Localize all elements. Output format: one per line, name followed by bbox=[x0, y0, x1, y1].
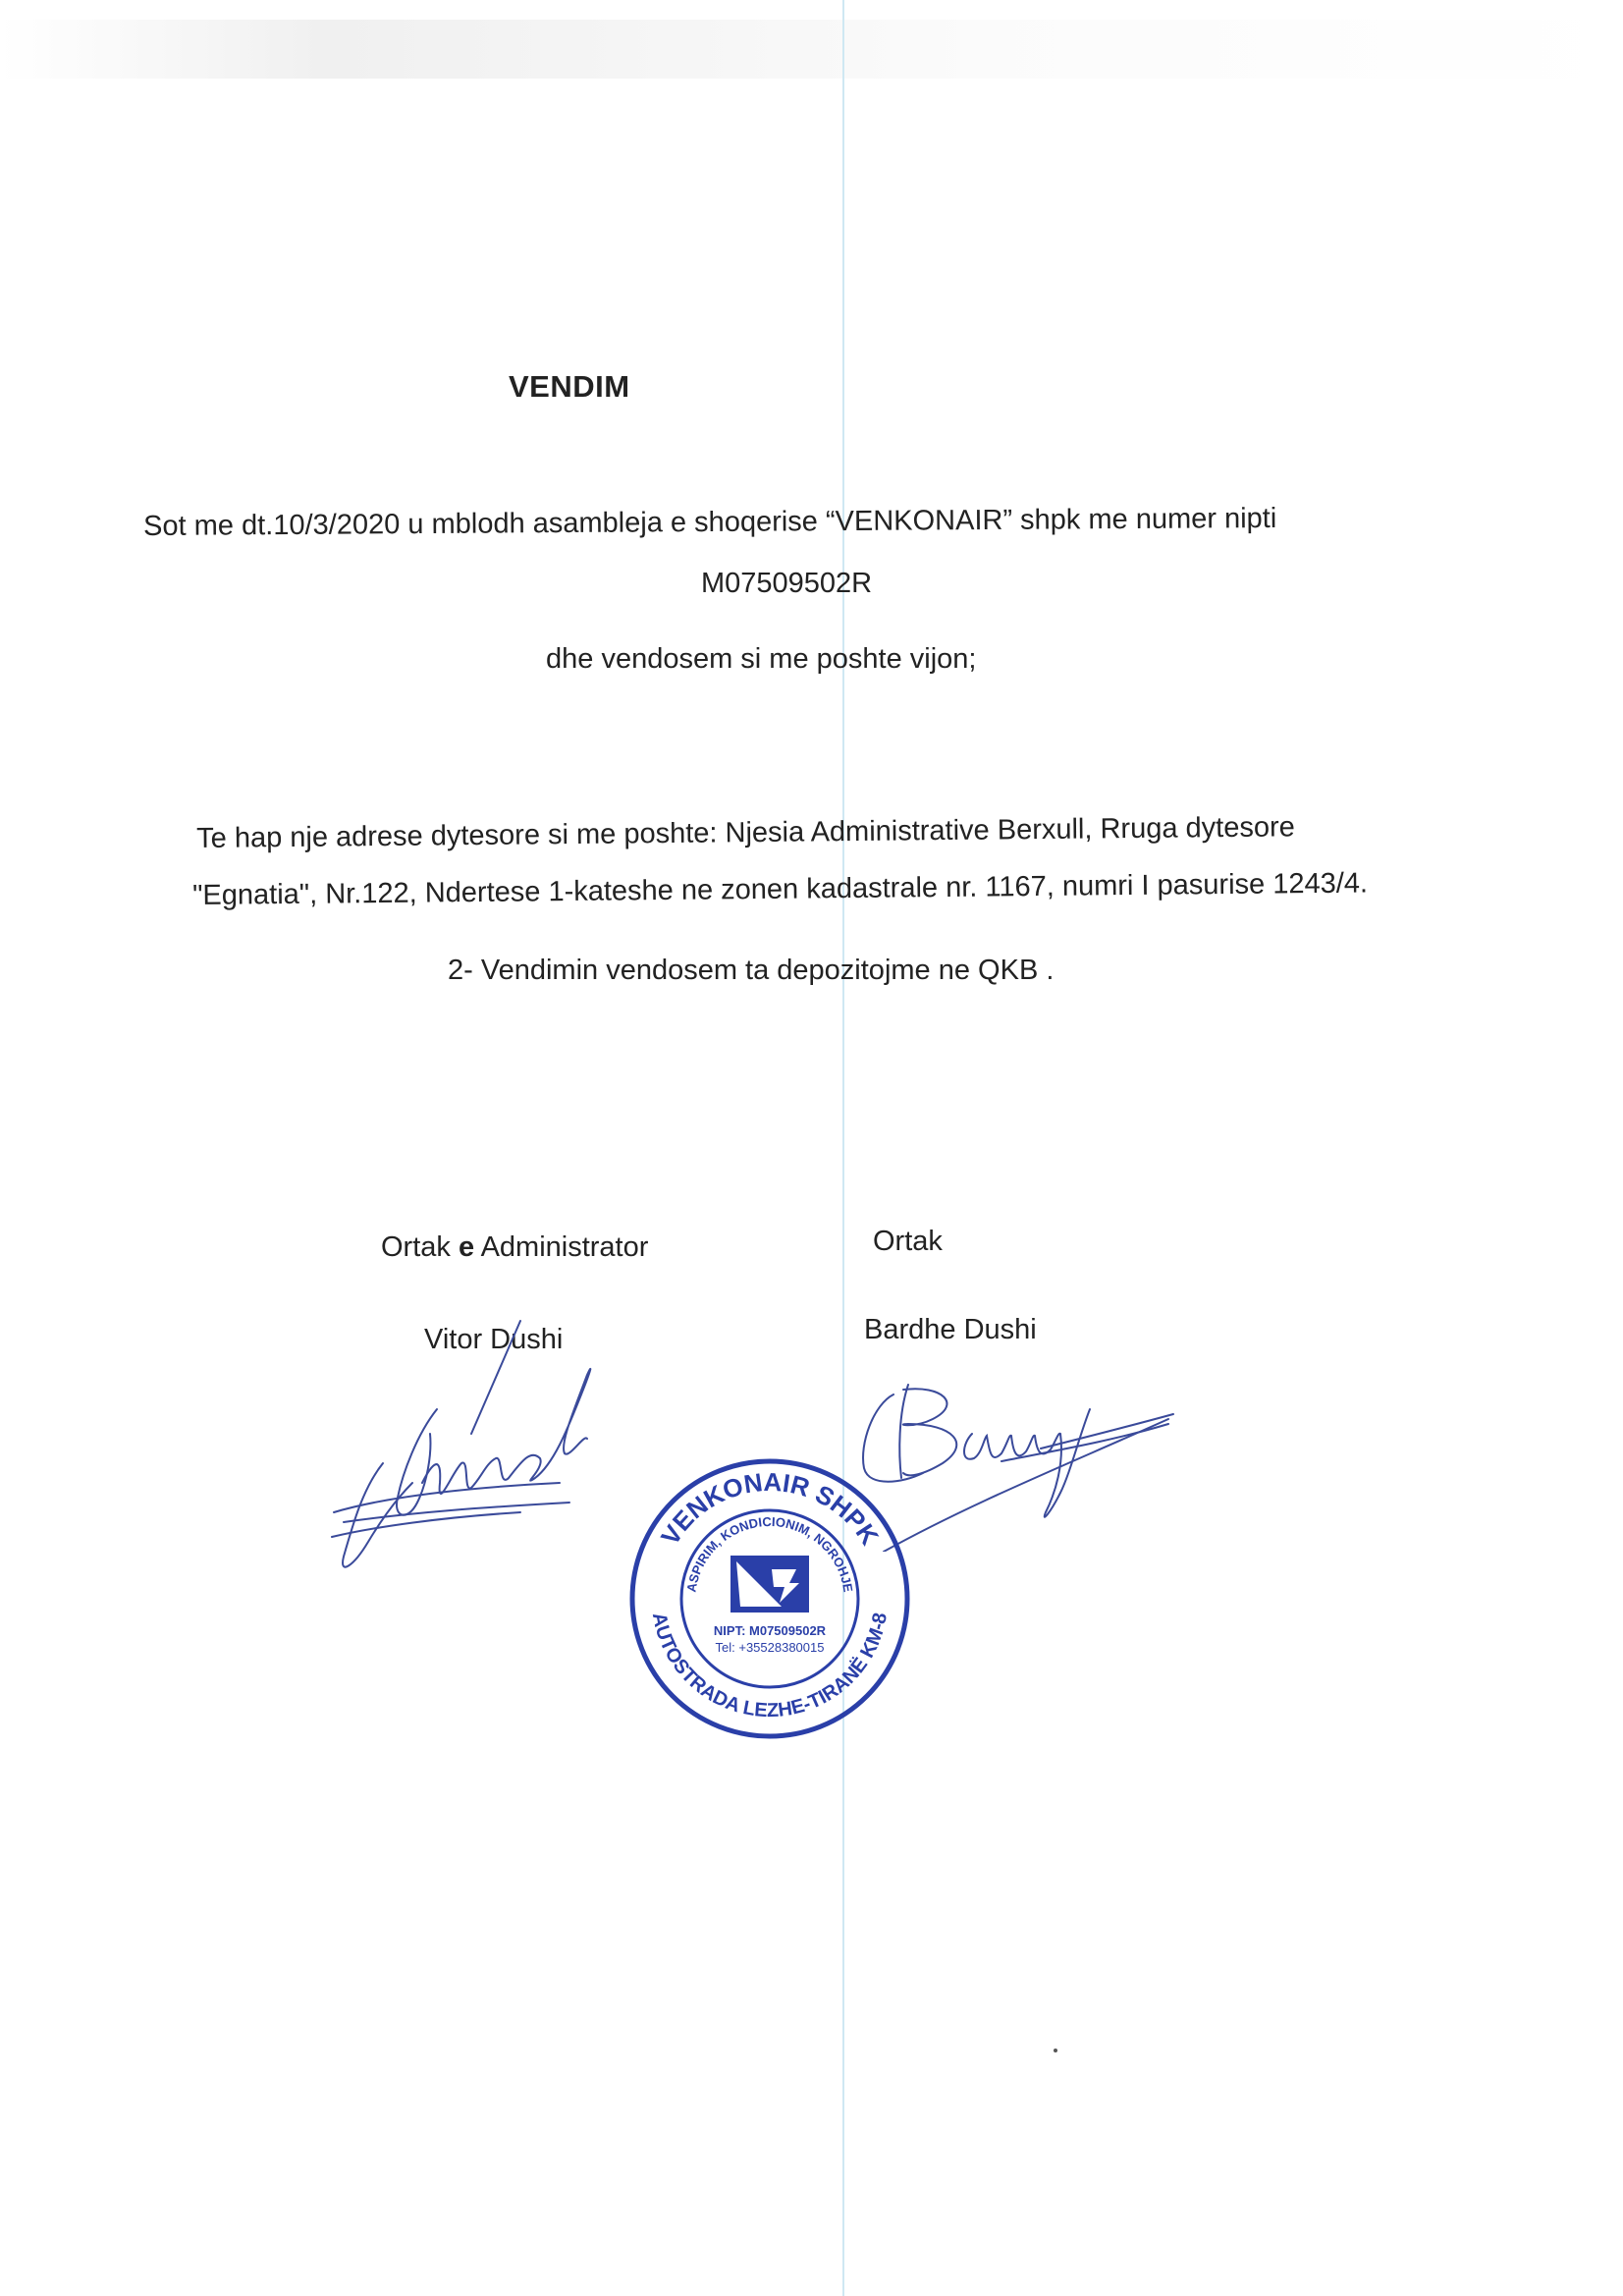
decision-2: 2- Vendimin vendosem ta depozitojme ne QKB . bbox=[448, 955, 1055, 986]
stamp-tel: Tel: +35528380015 bbox=[715, 1640, 825, 1655]
decision-1-line-2: "Egnatia", Nr.122, Ndertese 1-kateshe ne zonen kadastrale nr. 1167, numri I pasurise 1243/4. bbox=[192, 867, 1369, 911]
right-signatory-name: Bardhe Dushi bbox=[864, 1314, 1037, 1345]
stray-mark bbox=[1054, 2049, 1057, 2052]
scan-line bbox=[842, 0, 844, 2296]
document-title: VENDIM bbox=[509, 369, 630, 404]
decision-1-line-1: Te hap nje adrese dytesore si me poshte: Njesia Administrative Berxull, Rruga dytesore bbox=[196, 811, 1295, 854]
company-stamp bbox=[624, 1453, 915, 1744]
role-suffix: Administrator bbox=[474, 1231, 649, 1263]
scan-noise bbox=[0, 20, 1623, 79]
decision-intro: dhe vendosem si me poshte vijon; bbox=[546, 643, 977, 675]
intro-line-2: M07509502R bbox=[701, 568, 873, 599]
role-prefix: Ortak bbox=[381, 1231, 459, 1263]
role-conj: e bbox=[458, 1231, 475, 1263]
left-signatory-role bbox=[381, 1231, 648, 1264]
stamp-company-text: VENKONAIR SHPK bbox=[655, 1466, 885, 1551]
stamp-address-text: AUTOSTRADA LEZHE-TIRANË KM-8 bbox=[647, 1611, 893, 1722]
intro-line-1: Sot me dt.10/3/2020 u mblodh asambleja e shoqerise “VENKONAIR” shpk me numer nipti bbox=[143, 502, 1277, 542]
right-signatory-role: Ortak bbox=[873, 1226, 943, 1257]
left-signatory-name: Vitor Dushi bbox=[424, 1324, 564, 1355]
stamp-services-text: ASPIRIM, KONDICIONIM, NGROHJE bbox=[683, 1513, 856, 1594]
stamp-logo-icon bbox=[730, 1556, 809, 1613]
stamp-nipt: NIPT: M07509502R bbox=[713, 1623, 827, 1638]
left-signature bbox=[324, 1316, 619, 1591]
